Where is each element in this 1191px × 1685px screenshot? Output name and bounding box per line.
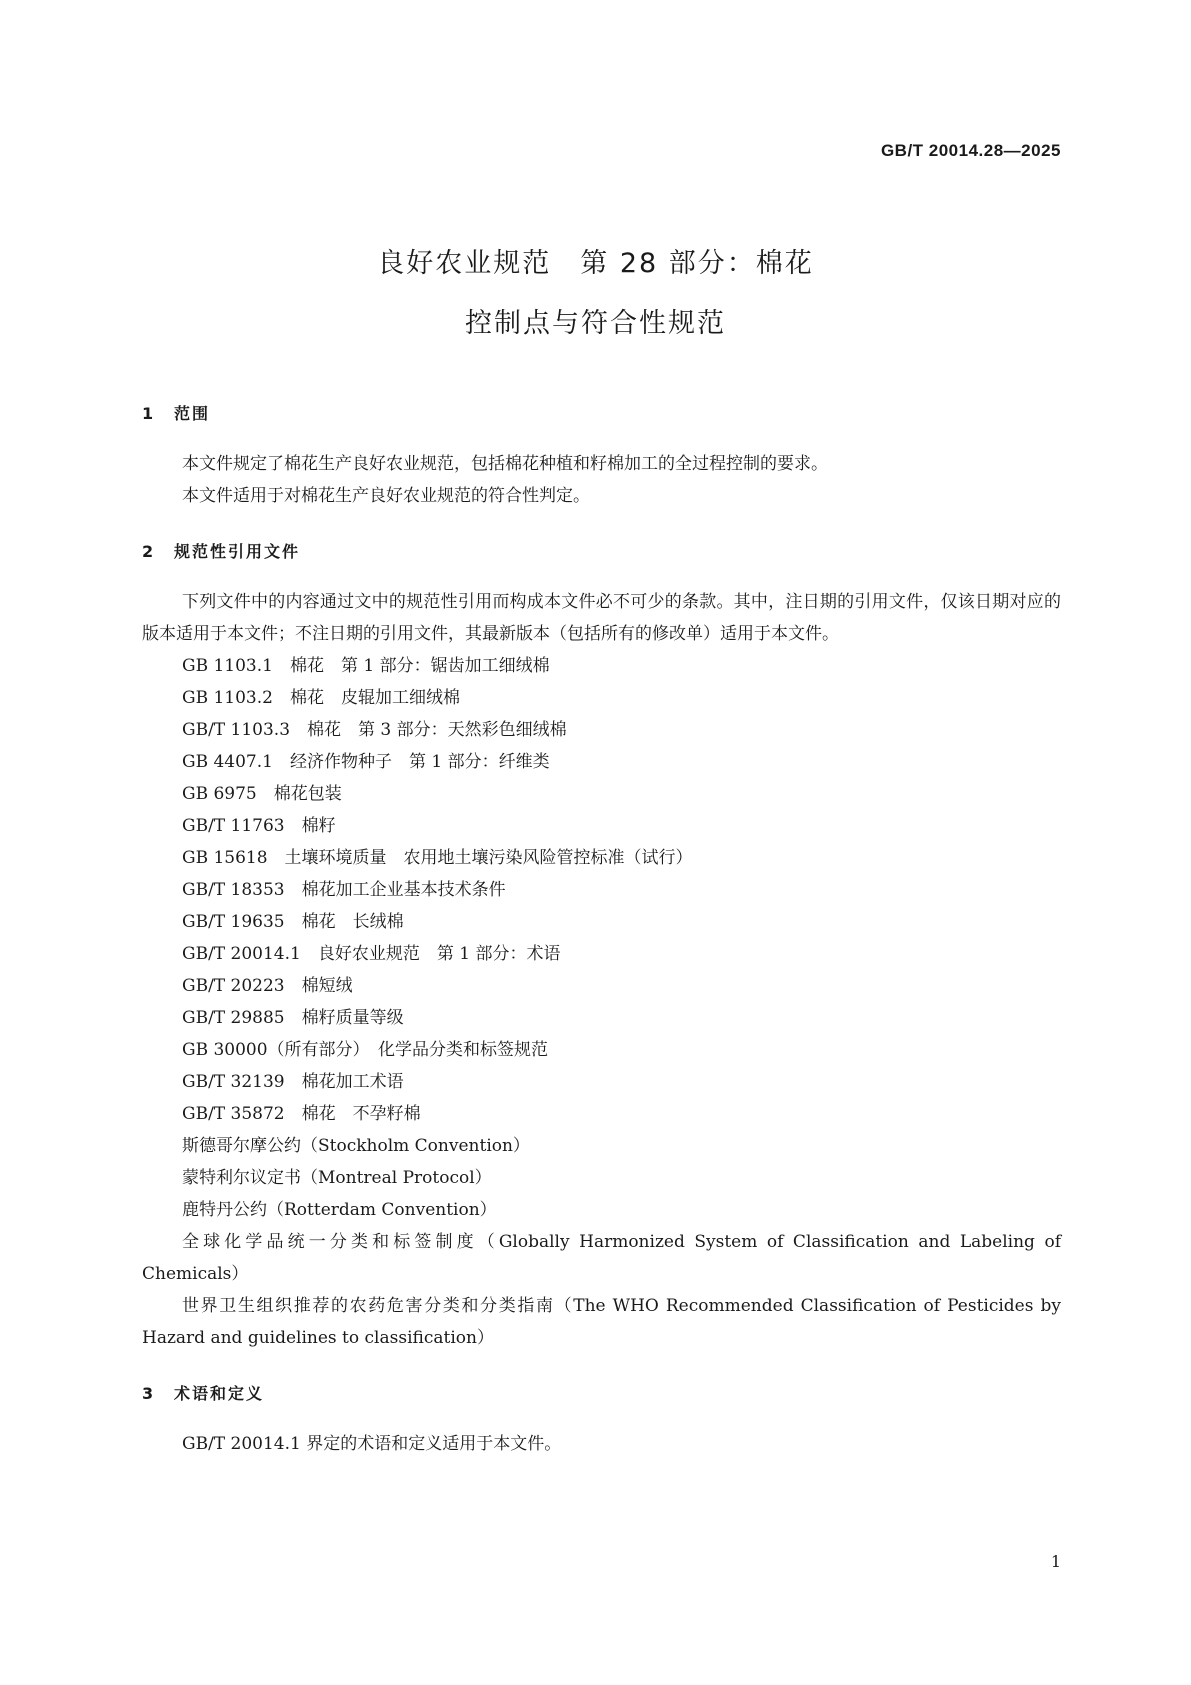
page-number: 1 — [1050, 1552, 1061, 1571]
reference-item: GB 1103.2 棉花 皮辊加工细绒棉 — [182, 688, 460, 708]
reference-item: GB/T 11763 棉籽 — [182, 816, 336, 836]
reference-item: 斯德哥尔摩公约（Stockholm Convention） — [182, 1136, 530, 1156]
reference-item: GB 6975 棉花包装 — [182, 784, 342, 804]
reference-item: 世界卫生组织推荐的农药危害分类和分类指南（The WHO Recommended Classification of Pesticides by Hazard and guidelines to classification） — [142, 1296, 1061, 1348]
reference-item: GB 30000（所有部分） 化学品分类和标签规范 — [182, 1040, 549, 1060]
section-2-heading — [142, 536, 1061, 568]
section-title: 范围 — [174, 404, 211, 423]
title-line-1: 良好农业规范 第 28 部分：棉花 — [377, 248, 814, 279]
section-number: 1 — [142, 404, 156, 423]
reference-item: GB/T 19635 棉花 长绒棉 — [182, 912, 404, 932]
reference-item: GB/T 32139 棉花加工术语 — [182, 1072, 404, 1092]
paragraph: 本文件适用于对棉花生产良好农业规范的符合性判定。 — [182, 486, 590, 506]
section-1-heading — [142, 398, 1061, 430]
title-line-2: 控制点与符合性规范 — [465, 308, 726, 339]
section-title: 规范性引用文件 — [174, 542, 301, 561]
paragraph: 本文件规定了棉花生产良好农业规范，包括棉花种植和籽棉加工的全过程控制的要求。 — [182, 454, 828, 474]
reference-item: GB 15618 土壤环境质量 农用地土壤污染风险管控标准（试行） — [182, 848, 693, 868]
reference-item: GB/T 20014.1 良好农业规范 第 1 部分：术语 — [182, 944, 561, 964]
paragraph: 下列文件中的内容通过文中的规范性引用而构成本文件必不可少的条款。其中，注日期的引用文件，仅该日期对应的版本适用于本文件；不注日期的引用文件，其最新版本（包括所有的修改单）适用于本文件。 — [142, 592, 1061, 644]
document-body — [142, 398, 1061, 1460]
reference-item: GB/T 18353 棉花加工企业基本技术条件 — [182, 880, 506, 900]
standard-code: GB/T 20014.28—2025 — [880, 141, 1061, 160]
reference-item: GB/T 29885 棉籽质量等级 — [182, 1008, 404, 1028]
reference-item: GB/T 20223 棉短绒 — [182, 976, 353, 996]
reference-item: GB/T 1103.3 棉花 第 3 部分：天然彩色细绒棉 — [182, 720, 567, 740]
reference-item: 全球化学品统一分类和标签制度（Globally Harmonized System of Classification and Labeling of Chemicals） — [142, 1232, 1061, 1284]
section-title: 术语和定义 — [174, 1384, 265, 1403]
reference-list — [142, 650, 1061, 1354]
reference-item: 蒙特利尔议定书（Montreal Protocol） — [182, 1168, 492, 1188]
section-number: 3 — [142, 1384, 156, 1403]
reference-item: 鹿特丹公约（Rotterdam Convention） — [182, 1200, 497, 1220]
paragraph: GB/T 20014.1 界定的术语和定义适用于本文件。 — [182, 1434, 562, 1454]
section-3-heading — [142, 1378, 1061, 1410]
reference-item: GB 1103.1 棉花 第 1 部分：锯齿加工细绒棉 — [182, 656, 550, 676]
reference-item: GB 4407.1 经济作物种子 第 1 部分：纤维类 — [182, 752, 550, 772]
section-number: 2 — [142, 542, 156, 561]
reference-item: GB/T 35872 棉花 不孕籽棉 — [182, 1104, 421, 1124]
document-title — [0, 244, 1191, 364]
